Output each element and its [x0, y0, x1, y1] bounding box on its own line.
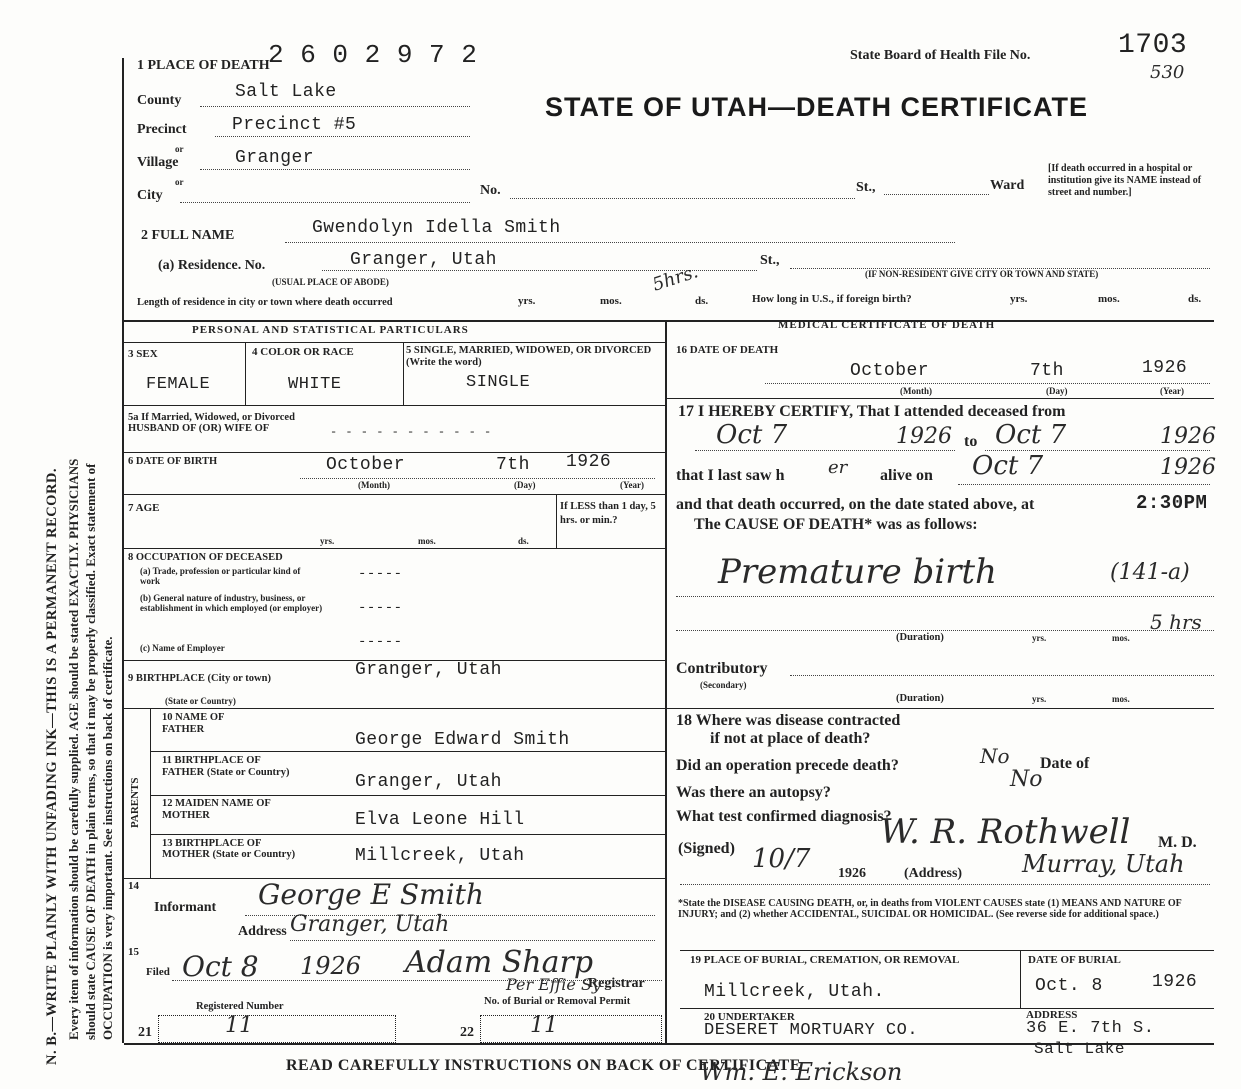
dod-month: October [850, 361, 930, 381]
city-label: City [137, 188, 163, 203]
dod-year: 1926 [1142, 358, 1188, 378]
medical-heading: MEDICAL CERTIFICATE OF DEATH [778, 319, 996, 331]
file-no: 1703 [1118, 30, 1188, 61]
side-note-line3: should state CAUSE OF DEATH in plain terms, so that it may be properly classified. Exact statement of [83, 463, 98, 1040]
village-label: Village [137, 155, 179, 170]
time-of-death: 2:30PM [1136, 492, 1208, 514]
length-residence-value: 5hrs. [649, 261, 701, 296]
informant-address: Granger, Utah [290, 912, 450, 937]
cause-of-death: Premature birth [718, 552, 997, 592]
file-no-label: State Board of Health File No. [850, 48, 1031, 63]
precinct-label: Precinct [137, 122, 187, 137]
filed-date: Oct 8 [182, 950, 259, 983]
personal-heading: PERSONAL AND STATISTICAL PARTICULARS [192, 324, 469, 336]
undertaker: DESERET MORTUARY CO. [704, 1021, 919, 1040]
full-name-label: 2 FULL NAME [141, 228, 235, 243]
physician-address: Murray, Utah [1022, 850, 1185, 878]
center-divider [665, 320, 667, 1045]
informant-signature: George E Smith [258, 878, 484, 911]
side-note-line4: OCCUPATION is very important. See instructions on back of certificate. [100, 636, 115, 1040]
dob-day: 7th [496, 455, 530, 475]
side-note-line2: Every item of information should be carefully supplied. AGE should be stated EXACTLY. PHYSICIANS [66, 458, 81, 1040]
left-border [122, 58, 124, 1043]
attended-to: Oct 7 [995, 420, 1067, 450]
residence-label: (a) Residence. No. [158, 258, 266, 273]
county-value: Salt Lake [235, 82, 337, 102]
operation-answer: No [980, 744, 1010, 768]
marital-value: SINGLE [466, 373, 531, 392]
mother-birthplace: Millcreek, Utah [355, 846, 525, 866]
full-name-value: Gwendolyn Idella Smith [312, 218, 561, 238]
cause-code: (141-a) [1110, 560, 1190, 585]
ward-label: Ward [990, 178, 1025, 193]
personal-top-rule [124, 320, 1214, 322]
birthplace-value: Granger, Utah [355, 660, 502, 680]
parents-label: PARENTS [129, 777, 141, 828]
registrar-signature: Adam Sharp [405, 945, 594, 980]
village-value: Granger [235, 148, 315, 168]
filed-year: 1926 [300, 952, 362, 980]
dod-day: 7th [1030, 361, 1064, 381]
less-than-day: If LESS than 1 day, 5 hrs. or min.? [560, 501, 656, 526]
cause-footnote: *State the DISEASE CAUSING DEATH, or, in deaths from VIOLENT CAUSES state (1) MEANS AND NATURE OF INJURY; and (2) whether ACCIDENTAL, SUICIDAL OR HOMICIDAL. (See reverse side for additional space.) [678, 898, 1182, 920]
physician-signature: W. R. Rothwell [880, 812, 1131, 852]
registered-number: 11 [225, 1013, 253, 1038]
burial-permit-number: 11 [530, 1013, 558, 1038]
undertaker-address: 36 E. 7th S. [1026, 1019, 1155, 1038]
file-no-sub: 530 [1150, 62, 1185, 83]
father-birthplace: Granger, Utah [355, 772, 502, 792]
last-seen-date: Oct 7 [972, 451, 1044, 481]
race-value: WHITE [288, 375, 342, 394]
stamp-number: 2 6 0 2 9 7 2 [268, 40, 478, 70]
certify-text: 17 I HEREBY CERTIFY, That I attended deceased from [678, 403, 1066, 420]
side-note-line1: N. B.—WRITE PLAINLY WITH UNFADING INK—THIS IS A PERMANENT RECORD. [44, 467, 60, 1065]
attended-from: Oct 7 [716, 420, 788, 450]
duration-value: 5 hrs [1150, 610, 1202, 634]
street-no-label: No. [480, 183, 501, 198]
county-label: County [137, 93, 182, 108]
certificate-title: STATE OF UTAH—DEATH CERTIFICATE [545, 92, 1088, 122]
residence-value: Granger, Utah [350, 250, 497, 270]
autopsy-answer: No [1010, 767, 1043, 792]
undertaker-city: Salt Lake [1034, 1040, 1125, 1058]
length-residence-label: Length of residence in city or town where death occurred [137, 297, 393, 308]
footer-signature: Wm. E. Erickson [700, 1058, 903, 1086]
dob-month: October [326, 455, 406, 475]
burial-date: Oct. 8 [1035, 976, 1103, 996]
mother-name: Elva Leone Hill [355, 810, 525, 830]
burial-place: Millcreek, Utah. [704, 982, 885, 1002]
sex-value: FEMALE [146, 375, 211, 394]
signed-date: 10/7 [752, 844, 811, 874]
precinct-value: Precinct #5 [232, 115, 357, 135]
footer-instructions: READ CAREFULLY INSTRUCTIONS ON BACK OF CERTIFICATE [286, 1057, 801, 1074]
street-label: St., [856, 180, 876, 195]
how-long-us-label: How long in U.S., if foreign birth? [752, 293, 912, 305]
dob-year: 1926 [566, 452, 612, 472]
hospital-note: [If death occurred in a hospital or institution give its NAME instead of street and number.] [1048, 163, 1202, 198]
burial-year: 1926 [1152, 972, 1198, 992]
father-name: George Edward Smith [355, 730, 570, 750]
place-of-death-label: 1 PLACE OF DEATH [137, 58, 270, 73]
